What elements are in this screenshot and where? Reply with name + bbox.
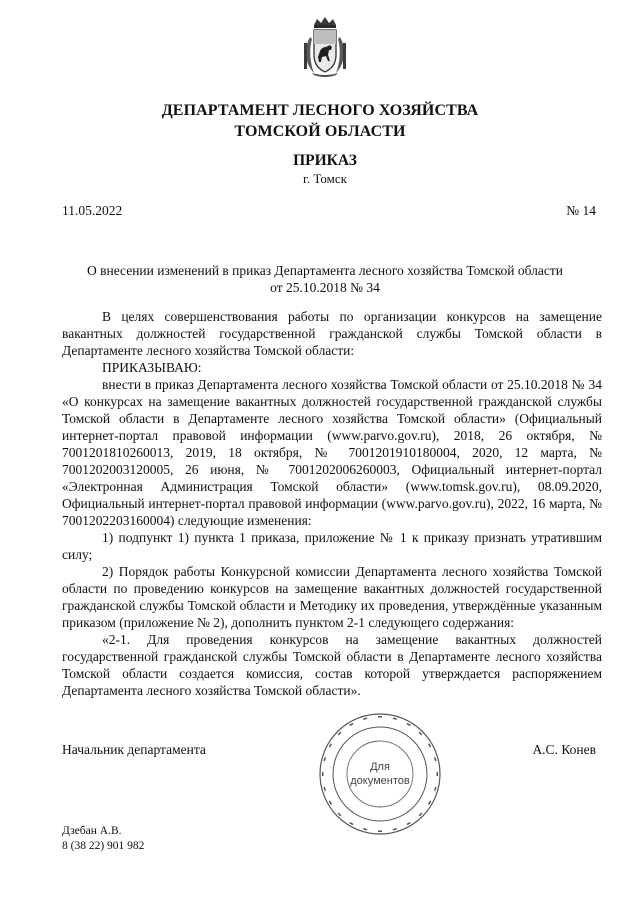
round-stamp <box>318 712 442 836</box>
item-1-paragraph: 1) подпункт 1) пункта 1 приказа, приложение № 1 к приказу признать утратившим силу; <box>62 530 602 562</box>
stamp-center-text-line2: документов <box>350 775 410 787</box>
main-paragraph: внести в приказ Департамента лесного хозяйства Томской области от 25.10.2018 № 34 «О конкурсах на замещение вакантных должностей государственной гражданской службы Томской области в Департаменте лесного хозяйства Томской области» (Официальный интернет-портал правовой информации (www.parvo.gov.ru), 2018, 26 октября, № 7001201810260013, 2019, 18 октября, № 7001201910180004, 2020, 12 марта, № 7001202003120005, 26 июня, № 7001202006260003, Официальный интернет-портал «Электронная Администрация Томской области» (www.tomsk.gov.ru), 08.09.2020, Официальный интернет-портал правовой информации (www.parvo.gov.ru), 2022, 16 марта, № 7001202203160004) следующие изменения: <box>62 377 602 528</box>
executor-name: Дзебан А.В. <box>62 825 122 837</box>
city: г. Томск <box>303 171 347 186</box>
quote-paragraph: «2-1. Для проведения конкурсов на замещение вакантных должностей государственной гражданской службы Томской области в Департаменте лесного хозяйства Томской области создается комиссия, состав которой утверждается распоряжением Департамента лесного хозяйства Томской области». <box>62 632 602 698</box>
document-type: ПРИКАЗ <box>293 152 357 169</box>
subject-line2: от 25.10.2018 № 34 <box>270 280 380 295</box>
coat-of-arms-emblem <box>300 17 350 79</box>
signer-position: Начальник департамента <box>62 742 206 757</box>
executor-info <box>62 824 144 854</box>
document-body <box>62 308 602 699</box>
document-number: № 14 <box>566 203 596 218</box>
document-subject <box>60 262 590 296</box>
organization-name <box>0 100 640 142</box>
executor-phone: 8 (38 22) 901 982 <box>62 840 145 852</box>
organization-name-line1: ДЕПАРТАМЕНТ ЛЕСНОГО ХОЗЯЙСТВА <box>161 102 479 119</box>
stamp-ring-text <box>322 716 438 832</box>
organization-name-line2: ТОМСКОЙ ОБЛАСТИ <box>234 123 406 140</box>
signer-name: А.С. Конев <box>532 742 596 757</box>
item-2-paragraph: 2) Порядок работы Конкурсной комиссии Департамента лесного хозяйства Томской области по проведению конкурсов на замещение вакантных должностей государственной гражданской службы Томской области и Методику их проведения, утверждённые указанным приказом (приложение № 2), дополнить пунктом 2-1 следующего содержания: <box>62 564 602 630</box>
document-date: 11.05.2022 <box>62 203 123 218</box>
stamp-center-text-line1: Для <box>370 761 390 773</box>
order-word: ПРИКАЗЫВАЮ: <box>102 360 202 375</box>
subject-line1: О внесении изменений в приказ Департамента лесного хозяйства Томской области <box>87 263 563 278</box>
preamble-paragraph: В целях совершенствования работы по организации конкурсов на замещение вакантных должностей государственной гражданской службы Томской области в Департаменте лесного хозяйства Томской области: <box>62 309 602 358</box>
